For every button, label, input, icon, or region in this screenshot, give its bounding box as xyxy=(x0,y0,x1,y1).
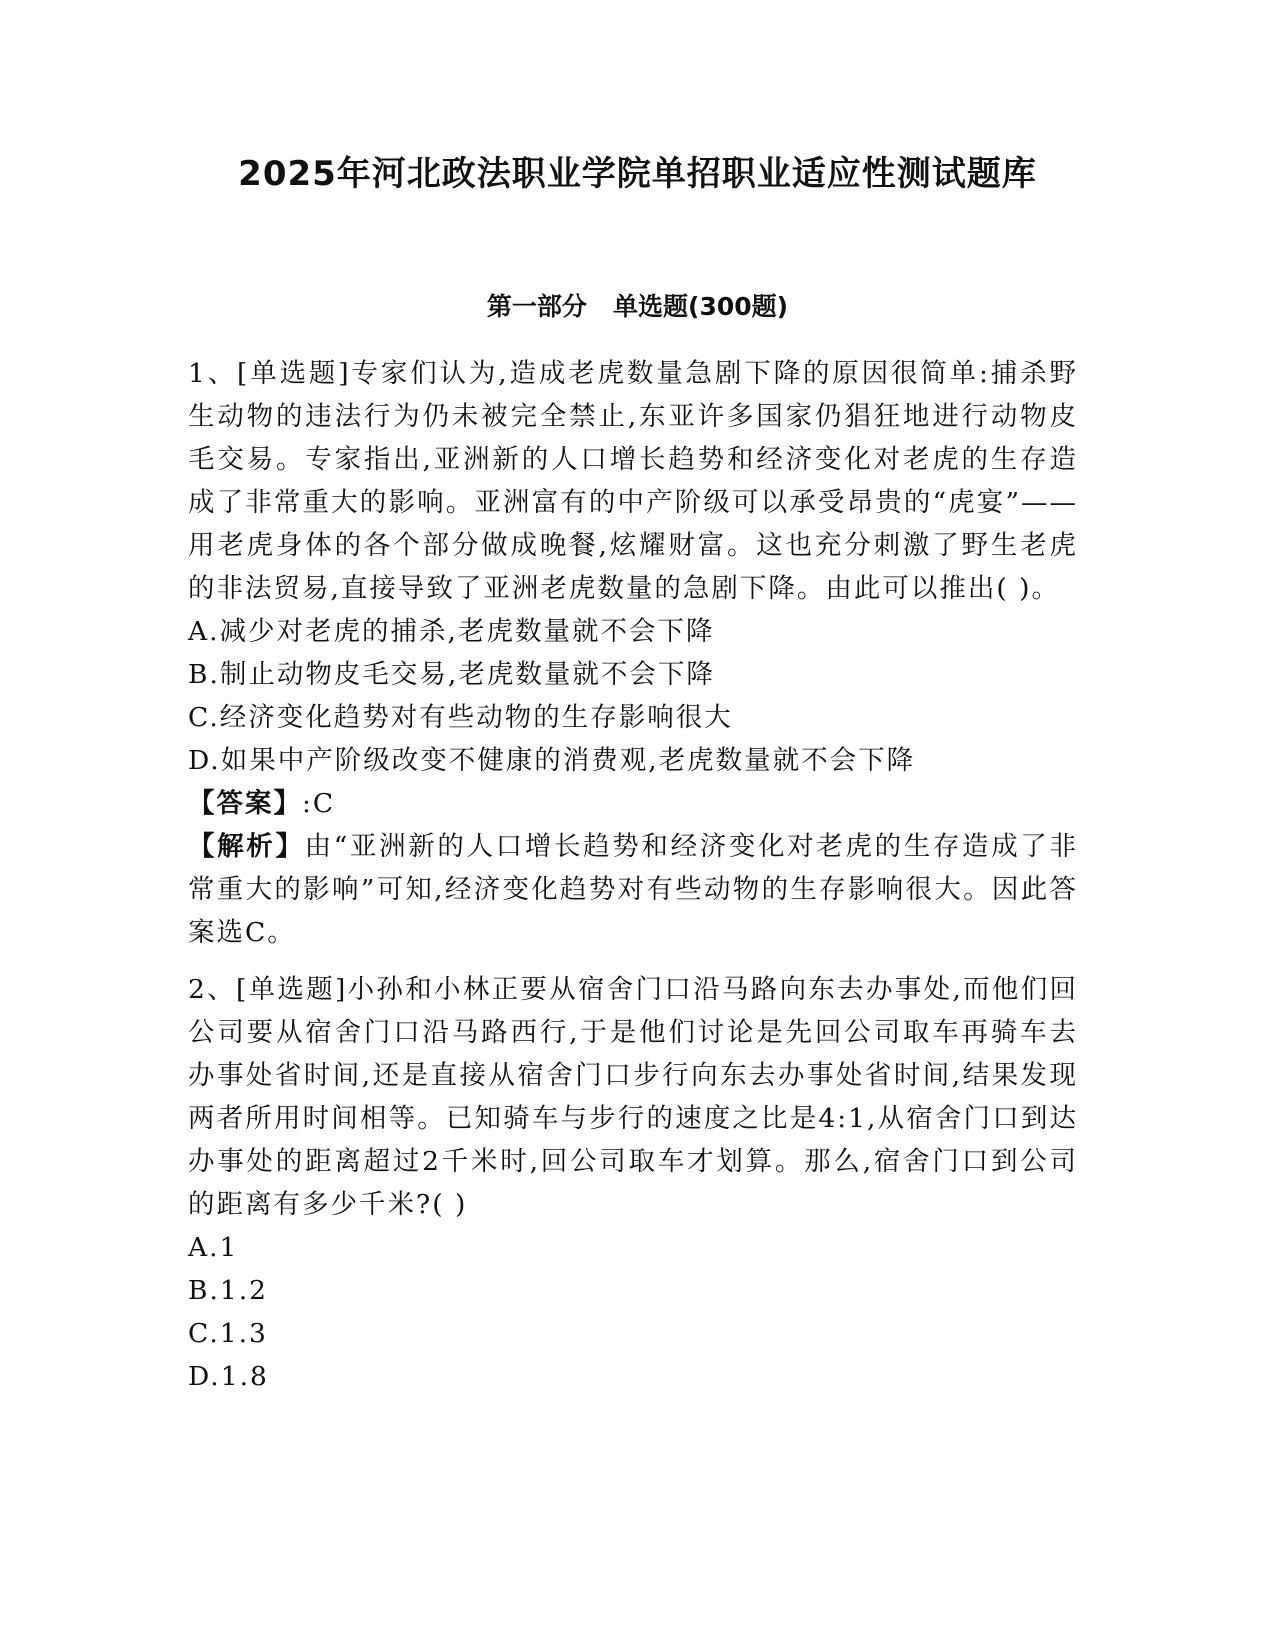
option-a: A.1 xyxy=(188,1232,239,1263)
option-c: C.经济变化趋势对有些动物的生存影响很大 xyxy=(188,702,733,733)
option-b: B.制止动物皮毛交易,老虎数量就不会下降 xyxy=(188,659,715,690)
analysis-line xyxy=(188,825,1078,954)
option-a: A.减少对老虎的捕杀,老虎数量就不会下降 xyxy=(188,616,715,647)
answer-line xyxy=(188,782,1078,825)
answer-label: 【答案】 xyxy=(188,788,302,819)
question-stem: 2、[单选题]小孙和小林正要从宿舍门口沿马路向东去办事处,而他们回公司要从宿舍门口沿马路西行,于是他们讨论是先回公司取车再骑车去办事处省时间,还是直接从宿舍门口步行向东去办事处省时间,结果发现两者所用时间相等。已知骑车与步行的速度之比是4:1,从宿舍门口到达办事处的距离超过2千米时,回公司取车才划算。那么,宿舍门口到公司的距离有多少千米?( ) xyxy=(188,974,1078,1220)
question-item xyxy=(188,968,1078,1398)
answer-value: :C xyxy=(302,788,336,819)
option-d: D.如果中产阶级改变不健康的消费观,老虎数量就不会下降 xyxy=(188,745,916,776)
section-title: 第一部分 单选题(300题) xyxy=(486,292,789,321)
document-title: 2025年河北政法职业学院单招职业适应性测试题库 xyxy=(238,154,1037,194)
option-b: B.1.2 xyxy=(188,1275,269,1306)
analysis-text: 由“亚洲新的人口增长趋势和经济变化对老虎的生存造成了非常重大的影响”可知,经济变化趋势对有些动物的生存影响很大。因此答案选C。 xyxy=(188,831,1078,948)
analysis-label: 【解析】 xyxy=(188,831,305,862)
option-c: C.1.3 xyxy=(188,1318,268,1349)
question-list xyxy=(188,352,1078,1412)
question-item xyxy=(188,352,1078,954)
option-d: D.1.8 xyxy=(188,1361,269,1392)
question-stem: 1、[单选题]专家们认为,造成老虎数量急剧下降的原因很简单:捕杀野生动物的违法行为仍未被完全禁止,东亚许多国家仍猖狂地进行动物皮毛交易。专家指出,亚洲新的人口增长趋势和经济变化对老虎的生存造成了非常重大的影响。亚洲富有的中产阶级可以承受昂贵的“虎宴”——用老虎身体的各个部分做成晚餐,炫耀财富。这也充分刺激了野生老虎的非法贸易,直接导致了亚洲老虎数量的急剧下降。由此可以推出( )。 xyxy=(188,358,1078,604)
